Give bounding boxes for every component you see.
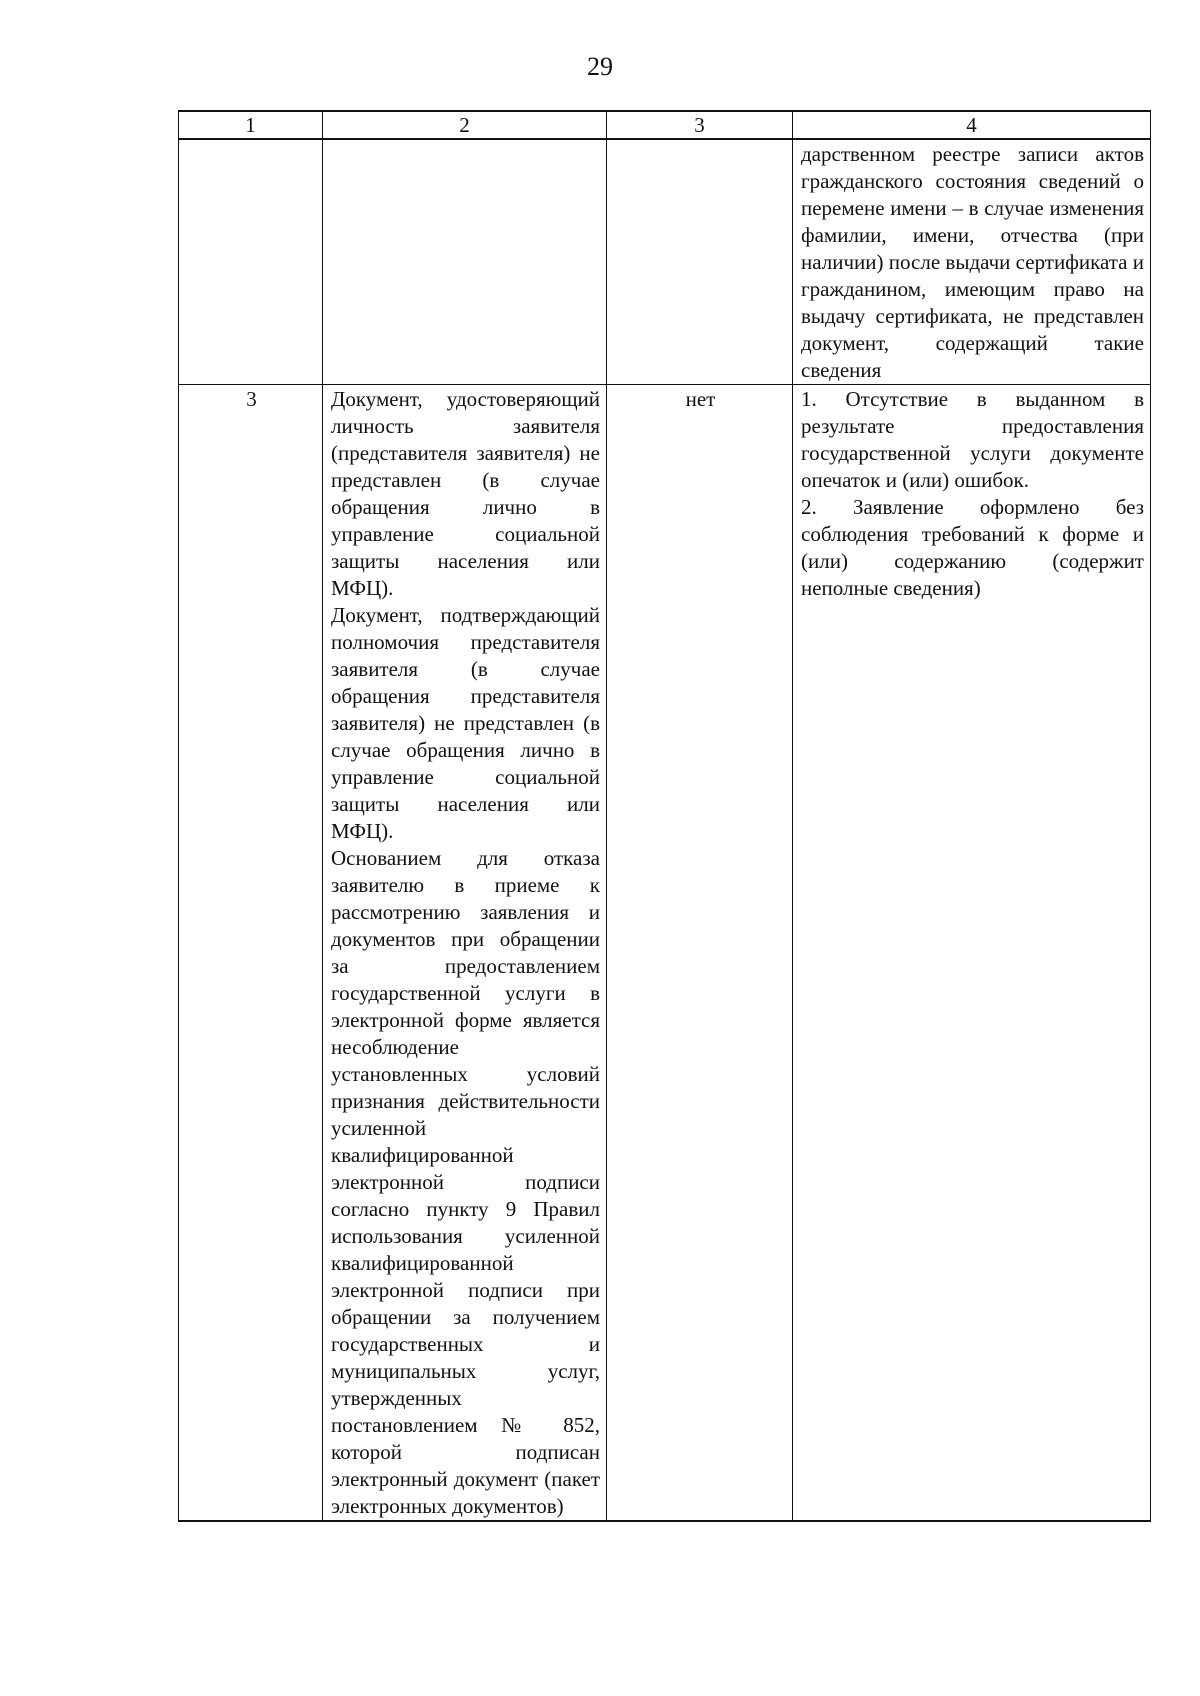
table-row-3: [179, 385, 1151, 1522]
page-number: 29: [587, 52, 613, 81]
table-header-row: [179, 111, 1151, 139]
header-cell-4: 4: [793, 111, 1151, 139]
grounds-paragraph-2: Документ, подтверждающий полномочия представителя заявителя (в случае обращения представителя заявителя) не представлен (в случае обращения лично в управление социальной защиты населения или МФЦ).: [331, 603, 600, 843]
table-row-continued: [179, 139, 1151, 385]
notes-paragraph-2: 2. Заявление оформлено без соблюдения требований к форме и (или) содержанию (содержит неполные сведения): [801, 495, 1144, 600]
grounds-paragraph-1: Документ, удостоверяющий личность заявителя (представителя заявителя) не представлен (в случае обращения лично в управление социальной защиты населения или МФЦ).: [331, 387, 600, 600]
notes-paragraph-1: 1. Отсутствие в выданном в результате предоставления государственной услуги документе опечаток и (или) ошибок.: [801, 387, 1144, 492]
header-cell-3: 3: [607, 111, 793, 139]
answer-cell: нет: [607, 385, 793, 1522]
notes-cell: [793, 385, 1151, 1522]
continued-cell-1: [179, 139, 323, 385]
grounds-cell: [323, 385, 607, 1522]
continued-cell-4: дарственном реестре записи актов гражданского состояния сведений о перемене имени – в случае изменения фамилии, имени, отчества (при наличии) после выдачи сертификата и гражданином, имеющим право на выдачу сертификата, не представлен документ, содержащий такие сведения: [793, 139, 1151, 385]
continued-cell-2: [323, 139, 607, 385]
grounds-paragraph-3: Основанием для отказа заявителю в приеме к рассмотрению заявления и документов при обращении за предоставлением государственной услуги в электронной форме является несоблюдение установленных условий признания действительности усиленной квалифицированной электронной подписи согласно пункту 9 Правил использования усиленной квалифицированной электронной подписи при обращении за получением государственных и муниципальных услуг, утвержденных постановлением № 852, которой подписан электронный документ (пакет электронных документов): [331, 846, 600, 1518]
document-table: [178, 110, 1151, 1522]
continued-cell-3: [607, 139, 793, 385]
header-cell-2: 2: [323, 111, 607, 139]
row-number-cell: 3: [179, 385, 323, 1522]
header-cell-1: 1: [179, 111, 323, 139]
